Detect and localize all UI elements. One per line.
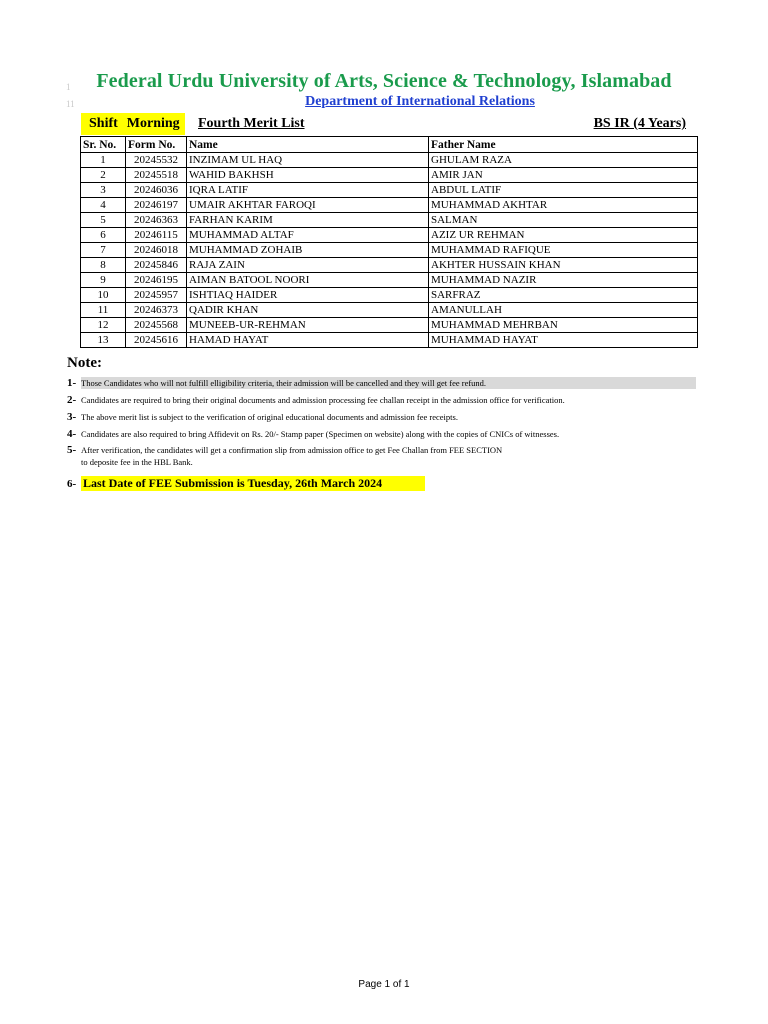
merit-list-title: Fourth Merit List [198, 116, 305, 131]
table-body [81, 153, 698, 348]
name-cell: MUHAMMAD ZOHAIB [187, 243, 429, 258]
form-number-cell: 20245846 [126, 258, 187, 273]
note-number: 1- [67, 377, 77, 389]
table-row [81, 318, 698, 333]
father-name-cell: SARFRAZ [429, 288, 698, 303]
table-row [81, 228, 698, 243]
note-item [67, 428, 697, 440]
serial-cell: 5 [81, 213, 126, 228]
column-header: Father Name [429, 137, 698, 153]
shift-value: Morning [126, 116, 180, 131]
fee-deadline [67, 476, 425, 491]
form-number-cell: 20245518 [126, 168, 187, 183]
father-name-cell: MUHAMMAD NAZIR [429, 273, 698, 288]
table-row [81, 333, 698, 348]
note-item [67, 411, 697, 423]
serial-cell: 12 [81, 318, 126, 333]
row-number-gutter: 1 [66, 82, 71, 92]
serial-cell: 11 [81, 303, 126, 318]
university-title: Federal Urdu University of Arts, Science & Technology, Islamabad [96, 70, 672, 92]
note-title: Note: [67, 355, 102, 371]
father-name-cell: MUHAMMAD MEHRBAN [429, 318, 698, 333]
note-item [67, 444, 697, 468]
serial-cell: 3 [81, 183, 126, 198]
serial-cell: 10 [81, 288, 126, 303]
column-header: Form No. [126, 137, 187, 153]
name-cell: INZIMAM UL HAQ [187, 153, 429, 168]
table-row [81, 153, 698, 168]
note-item [67, 394, 697, 406]
merit-table [80, 136, 698, 348]
name-cell: WAHID BAKHSH [187, 168, 429, 183]
form-number-cell: 20245532 [126, 153, 187, 168]
note-number: 6- [67, 478, 77, 490]
note-number: 2- [67, 394, 77, 406]
name-cell: QADIR KHAN [187, 303, 429, 318]
form-number-cell: 20246115 [126, 228, 187, 243]
serial-cell: 8 [81, 258, 126, 273]
table-row [81, 213, 698, 228]
note-text: Candidates are required to bring their original documents and admission processing fee challan receipt in the admission office for verification. [81, 395, 565, 405]
note-text: The above merit list is subject to the verification of original educational documents and admission fee receipts. [81, 412, 458, 422]
note-number: 5- [67, 444, 77, 456]
table-row [81, 303, 698, 318]
father-name-cell: MUHAMMAD AKHTAR [429, 198, 698, 213]
program-title: BS IR (4 Years) [593, 116, 686, 131]
table-row [81, 273, 698, 288]
note-text-continued: to deposite fee in the HBL Bank. [81, 457, 193, 467]
father-name-cell: AKHTER HUSSAIN KHAN [429, 258, 698, 273]
page-number: Page 1 of 1 [358, 979, 410, 990]
serial-cell: 4 [81, 198, 126, 213]
department-title: Department of International Relations [305, 94, 535, 109]
deadline-text: Last Date of FEE Submission is Tuesday, 26th March 2024 [81, 476, 425, 491]
table-row [81, 183, 698, 198]
table-row [81, 168, 698, 183]
note-text: Candidates are also required to bring Affidevit on Rs. 20/- Stamp paper (Specimen on website) along with the copies of CNICs of witnesses. [81, 429, 560, 439]
name-cell: FARHAN KARIM [187, 213, 429, 228]
note-text: Those Candidates who will not fulfill elligibility criteria, their admission will be cancelled and they will get fee refund. [81, 377, 696, 389]
serial-cell: 6 [81, 228, 126, 243]
table-row [81, 198, 698, 213]
father-name-cell: ABDUL LATIF [429, 183, 698, 198]
form-number-cell: 20246363 [126, 213, 187, 228]
form-number-cell: 20246018 [126, 243, 187, 258]
serial-cell: 2 [81, 168, 126, 183]
table-row [81, 288, 698, 303]
column-header: Name [187, 137, 429, 153]
form-number-cell: 20246036 [126, 183, 187, 198]
note-text: After verification, the candidates will get a confirmation slip from admission office to get Fee Challan from FEE SECTION [81, 445, 503, 455]
serial-cell: 7 [81, 243, 126, 258]
row-number-gutter: 11 [66, 99, 75, 109]
father-name-cell: AMIR JAN [429, 168, 698, 183]
shift-label: Shift [89, 116, 118, 131]
form-number-cell: 20245957 [126, 288, 187, 303]
note-number: 3- [67, 411, 77, 423]
name-cell: UMAIR AKHTAR FAROQI [187, 198, 429, 213]
table-header-row [81, 137, 698, 153]
form-number-cell: 20245568 [126, 318, 187, 333]
father-name-cell: AZIZ UR REHMAN [429, 228, 698, 243]
father-name-cell: SALMAN [429, 213, 698, 228]
name-cell: MUNEEB-UR-REHMAN [187, 318, 429, 333]
column-header: Sr. No. [81, 137, 126, 153]
serial-cell: 9 [81, 273, 126, 288]
name-cell: IQRA LATIF [187, 183, 429, 198]
serial-cell: 1 [81, 153, 126, 168]
father-name-cell: MUHAMMAD RAFIQUE [429, 243, 698, 258]
name-cell: AIMAN BATOOL NOORI [187, 273, 429, 288]
form-number-cell: 20246373 [126, 303, 187, 318]
form-number-cell: 20246197 [126, 198, 187, 213]
form-number-cell: 20245616 [126, 333, 187, 348]
father-name-cell: AMANULLAH [429, 303, 698, 318]
name-cell: ISHTIAQ HAIDER [187, 288, 429, 303]
note-item [67, 377, 697, 389]
table-row [81, 243, 698, 258]
serial-cell: 13 [81, 333, 126, 348]
table-row [81, 258, 698, 273]
shift-badge [81, 113, 185, 135]
name-cell: HAMAD HAYAT [187, 333, 429, 348]
father-name-cell: MUHAMMAD HAYAT [429, 333, 698, 348]
father-name-cell: GHULAM RAZA [429, 153, 698, 168]
form-number-cell: 20246195 [126, 273, 187, 288]
note-number: 4- [67, 428, 77, 440]
name-cell: MUHAMMAD ALTAF [187, 228, 429, 243]
name-cell: RAJA ZAIN [187, 258, 429, 273]
